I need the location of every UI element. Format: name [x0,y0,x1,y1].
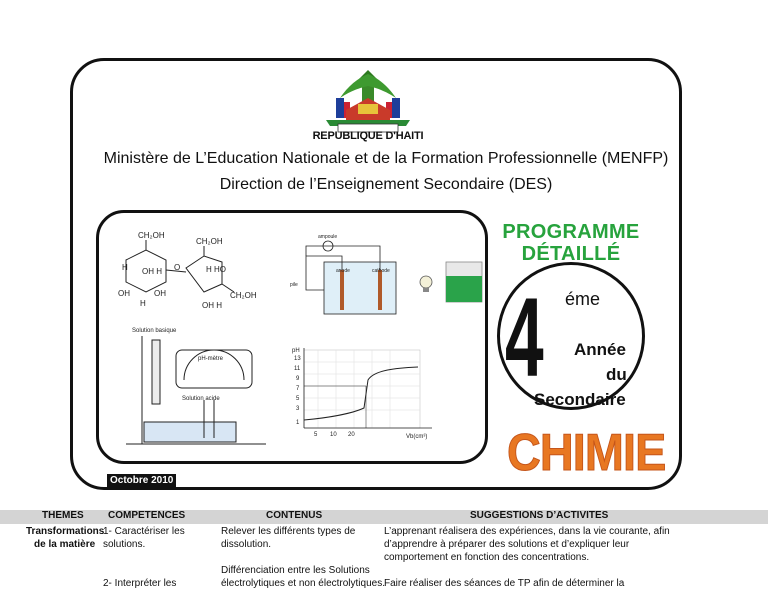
ministry-title: Ministère de L’Education Nationale et de la Formation Professionnelle (MENFP) [103,150,669,167]
theme-line2: de la matière [34,539,96,550]
bulb-icon [420,276,432,292]
svg-text:O: O [174,263,181,272]
contenu-1-line1: Relever les différents types de [221,526,356,537]
grade-suffix: éme [565,289,601,309]
program-title-line1: PROGRAMME [502,221,640,243]
theme-line1: Transformations [26,526,105,537]
haiti-coat-of-arms [318,68,418,136]
contenu-3: électrolytiques et non électrolytiques. [221,578,385,589]
contenu-2-line1: Différenciation entre les Solutions [221,565,370,576]
svg-text:OH: OH [154,289,166,298]
ph-tick: 5 [296,396,300,402]
svg-text:OH H: OH H [142,267,162,276]
activity-2: Faire réaliser des séances de TP afin de déterminer la [384,578,625,589]
contenu-1-line2: dissolution. [221,539,272,550]
ph-tick: 11 [294,366,301,372]
titration-setup [126,336,266,444]
date-badge: Octobre 2010 [107,474,176,487]
competence-2: 2- Interpréter les [103,578,177,589]
svg-text:H: H [122,263,128,272]
anode-label: anode [336,268,350,274]
activity-1-line3: comportement en fonction des concentrations. [384,552,590,563]
competence-1-line1: 1- Caractériser les [103,526,185,537]
svg-text:H HO: H HO [206,265,226,274]
subject-title: CHIMIE [507,424,666,482]
cathode-label: cathode [372,268,390,274]
ampoule-label: ampoule [318,234,338,240]
header-themes: THEMES [42,510,84,521]
activity-1-line2: d’apprendre à préparer des solutions et d’expliquer leur [384,539,630,550]
pile-label: pile [290,282,298,288]
competence-1-line2: solutions. [103,539,146,550]
header-contenus: CONTENUS [266,510,323,521]
illustrations-drawing [96,210,488,464]
ph-tick: 7 [296,386,300,392]
svg-text:OH H: OH H [202,301,222,310]
du-label: du [606,365,627,384]
solution-basique-label: Solution basique [132,328,177,334]
header-suggestions: SUGGESTIONS D’ACTIVITES [470,510,609,521]
battery-icon [446,262,482,302]
svg-text:H: H [140,299,146,308]
program-title-line2: DÉTAILLÉ [521,243,621,265]
x-tick: 5 [314,432,318,438]
svg-text:CH₂OH: CH₂OH [138,231,165,240]
ph-tick: 1 [296,420,300,426]
ph-tick: 13 [294,356,301,362]
ph-curve-chart [304,348,432,428]
x-tick: 10 [330,432,337,438]
ph-axis-label: pH [292,348,300,354]
direction-title: Direction de l’Enseignement Secondaire (DES) [219,176,553,193]
svg-text:CH₂OH: CH₂OH [196,237,223,246]
ph-tick: 3 [296,406,300,412]
ph-tick: 9 [296,376,300,382]
republic-label: REPUBLIQUE D'HAITI [312,130,424,142]
svg-text:OH: OH [118,289,130,298]
solution-acide-label: Solution acide [182,396,220,402]
electrolysis-setup [306,241,396,314]
x-axis-label: Vb(cm³) [406,434,428,440]
ph-metre-label: pH-mètre [198,356,224,362]
grade-number: 4 [505,275,544,400]
x-tick: 20 [348,432,355,438]
svg-text:CH₂OH: CH₂OH [230,291,257,300]
secondaire-label: Secondaire [534,390,626,409]
table-header [0,510,768,524]
header-competences: COMPETENCES [108,510,186,521]
activity-1-line1: L’apprenant réalisera des expériences, dans la vie courante, afin [384,526,670,537]
annee-label: Année [574,340,626,359]
